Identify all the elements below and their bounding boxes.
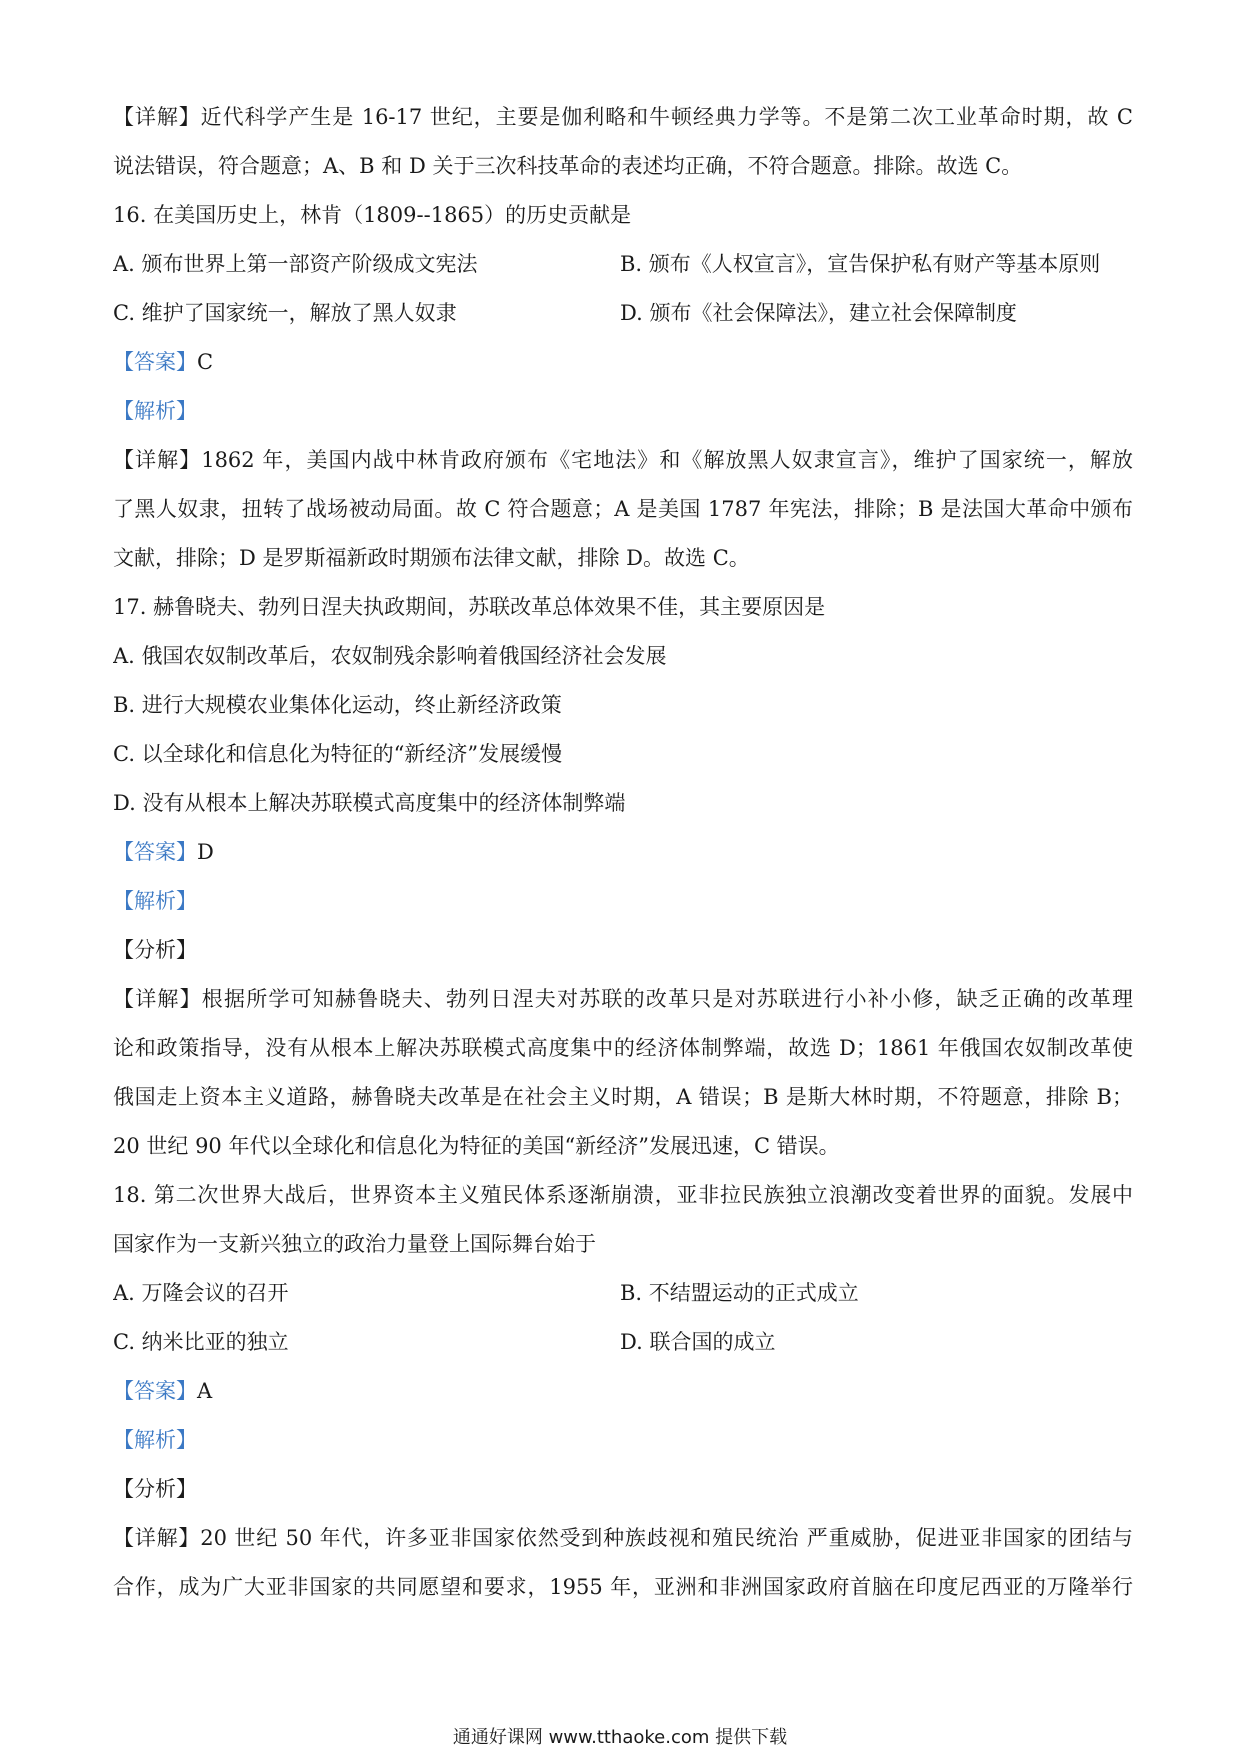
answer-value: A [197,1379,213,1403]
q16-option-a: A. 颁布世界上第一部资产阶级成文宪法 [113,252,478,276]
answer-tag: 【答案】 [113,350,197,374]
q17-analysis-tag: 【解析】 [113,889,197,913]
q18-options-row-2 [113,1327,1133,1357]
q16-detail-2: 了黑人奴隶，扭转了战场被动局面。故 C 符合题意；A 是美国 1787 年宪法，排除；B 是法国大革命中颁布 [113,497,1133,521]
answer-tag: 【答案】 [113,840,197,864]
q17-option-c: C. 以全球化和信息化为特征的“新经济”发展缓慢 [113,742,563,766]
intro-line-1: 【详解】近代科学产生是 16-17 世纪，主要是伽利略和牛顿经典力学等。不是第二次工业革命时期，故 C [113,105,1133,129]
q18-answer [113,1376,1133,1406]
intro-line-2: 说法错误，符合题意；A、B 和 D 关于三次科技革命的表述均正确，不符合题意。排除。故选 C。 [113,154,1023,178]
q17-detail-1: 【详解】根据所学可知赫鲁晓夫、勃列日涅夫对苏联的改革只是对苏联进行小补小修，缺乏正确的改革理 [113,987,1133,1011]
q16-stem: 16. 在美国历史上，林肯（1809--1865）的历史贡献是 [113,203,632,227]
q17-option-a: A. 俄国农奴制改革后，农奴制残余影响着俄国经济社会发展 [113,644,667,668]
q16-detail-1: 【详解】1862 年，美国内战中林肯政府颁布《宅地法》和《解放黑人奴隶宣言》，维护了国家统一，解放 [113,448,1133,472]
q18-options-row-1 [113,1278,1133,1308]
answer-value: C [197,350,214,374]
q17-detail-2: 论和政策指导，没有从根本上解决苏联模式高度集中的经济体制弊端，故选 D；1861 年俄国农奴制改革使 [113,1036,1133,1060]
answer-value: D [197,840,214,864]
q17-answer [113,837,1133,867]
q18-stem-1: 18. 第二次世界大战后，世界资本主义殖民体系逐渐崩溃，亚非拉民族独立浪潮改变着世界的面貌。发展中 [113,1183,1133,1207]
q16-detail-3: 文献，排除；D 是罗斯福新政时期颁布法律文献，排除 D。故选 C。 [113,546,750,570]
q18-fenxi-tag: 【分析】 [113,1477,197,1501]
q17-detail-4: 20 世纪 90 年代以全球化和信息化为特征的美国“新经济”发展迅速，C 错误。 [113,1134,840,1158]
q17-option-d: D. 没有从根本上解决苏联模式高度集中的经济体制弊端 [113,791,626,815]
q17-option-b: B. 进行大规模农业集体化运动，终止新经济政策 [113,693,562,717]
q18-stem-2: 国家作为一支新兴独立的政治力量登上国际舞台始于 [113,1232,596,1256]
q18-option-b: B. 不结盟运动的正式成立 [620,1281,859,1305]
q16-option-d: D. 颁布《社会保障法》，建立社会保障制度 [620,301,1017,325]
q18-detail-2: 合作，成为广大亚非国家的共同愿望和要求，1955 年，亚洲和非洲国家政府首脑在印度尼西亚的万隆举行 [113,1575,1133,1599]
q16-options-row-1 [113,249,1133,279]
q16-analysis-tag: 【解析】 [113,399,197,423]
q16-answer [113,347,1133,377]
q16-options-row-2 [113,298,1133,328]
q17-stem: 17. 赫鲁晓夫、勃列日涅夫执政期间，苏联改革总体效果不佳，其主要原因是 [113,595,826,619]
q16-option-b: B. 颁布《人权宣言》，宣告保护私有财产等基本原则 [620,252,1101,276]
answer-tag: 【答案】 [113,1379,197,1403]
page-footer: 通通好课网 www.tthaoke.com 提供下载 [452,1727,788,1748]
q17-detail-3: 俄国走上资本主义道路，赫鲁晓夫改革是在社会主义时期，A 错误；B 是斯大林时期，不符题意，排除 B； [113,1085,1133,1109]
q18-option-a: A. 万隆会议的召开 [113,1281,289,1305]
q17-fenxi-tag: 【分析】 [113,938,197,962]
q18-analysis-tag: 【解析】 [113,1428,197,1452]
q16-option-c: C. 维护了国家统一，解放了黑人奴隶 [113,301,457,325]
q18-option-c: C. 纳米比亚的独立 [113,1330,289,1354]
q18-detail-1: 【详解】20 世纪 50 年代，许多亚非国家依然受到种族歧视和殖民统治 严重威胁，促进亚非国家的团结与 [113,1526,1133,1550]
q18-option-d: D. 联合国的成立 [620,1330,776,1354]
